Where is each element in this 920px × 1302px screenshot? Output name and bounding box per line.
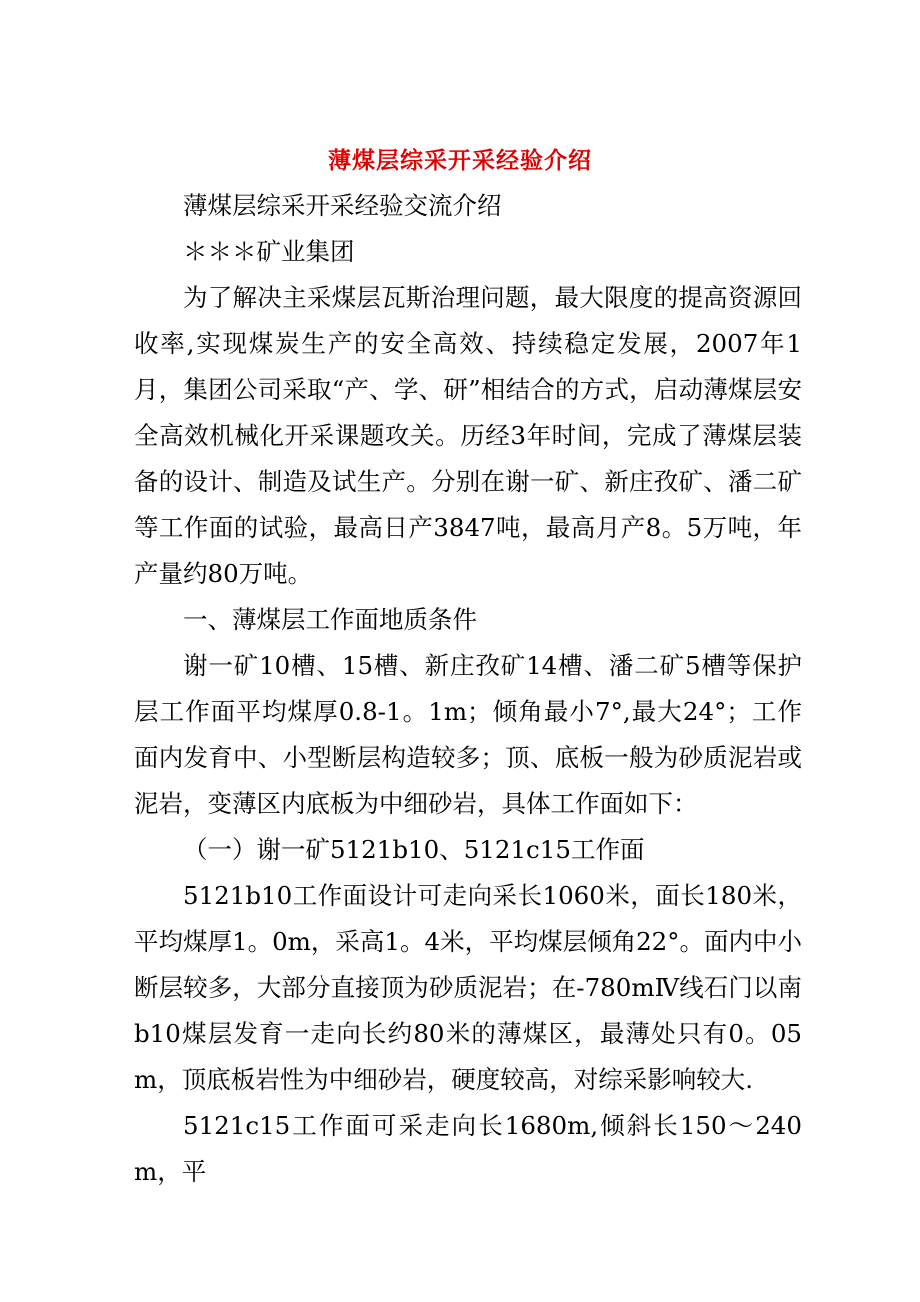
paragraph-intro: 为了解决主采煤层瓦斯治理问题，最大限度的提高资源回收率,实现煤炭生产的安全高效、持续稳定发展，2007年1月，集团公司采取“产、学、研”相结合的方式，启动薄煤层安全高效机械化开采课题攻关。历经3年时间，完成了薄煤层装备的设计、制造及试生产。分别在谢一矿、新庄孜矿、潘二矿等工作面的试验，最高日产3847吨，最高月产8。5万吨，年产量约80万吨。 [134, 283, 802, 588]
paragraph-geology: 谢一矿10槽、15槽、新庄孜矿14槽、潘二矿5槽等保护层工作面平均煤厚0.8-1。1m；倾角最小7°,最大24°；工作面内发育中、小型断层构造较多；顶、底板一般为砂质泥岩或泥岩，变薄区内底板为中细砂岩，具体工作面如下： [134, 651, 802, 818]
section-heading: 一、薄煤层工作面地质条件 [183, 605, 477, 634]
subsection-heading: （一）谢一矿5121b10、5121c15工作面 [183, 835, 645, 864]
paragraph-subtitle: 薄煤层综采开采经验交流介绍 [183, 191, 502, 220]
paragraph-organization: ＊＊＊矿业集团 [183, 237, 355, 266]
paragraph-5121c15: 5121c15工作面可采走向长1680m,倾斜长150～240m，平 [134, 1111, 802, 1186]
document-body [134, 183, 802, 1195]
paragraph-5121b10: 5121b10工作面设计可走向采长1060米，面长180米，平均煤厚1。0m，采高1。4米，平均煤层倾角22°。面内中小断层较多，大部分直接顶为砂质泥岩；在-780mⅣ线石门以南b10煤层发育一走向长约80米的薄煤区，最薄处只有0。05m，顶底板岩性为中细砂岩，硬度较高，对综采影响较大. [134, 881, 803, 1094]
document-title: 薄煤层综采开采经验介绍 [328, 148, 592, 174]
